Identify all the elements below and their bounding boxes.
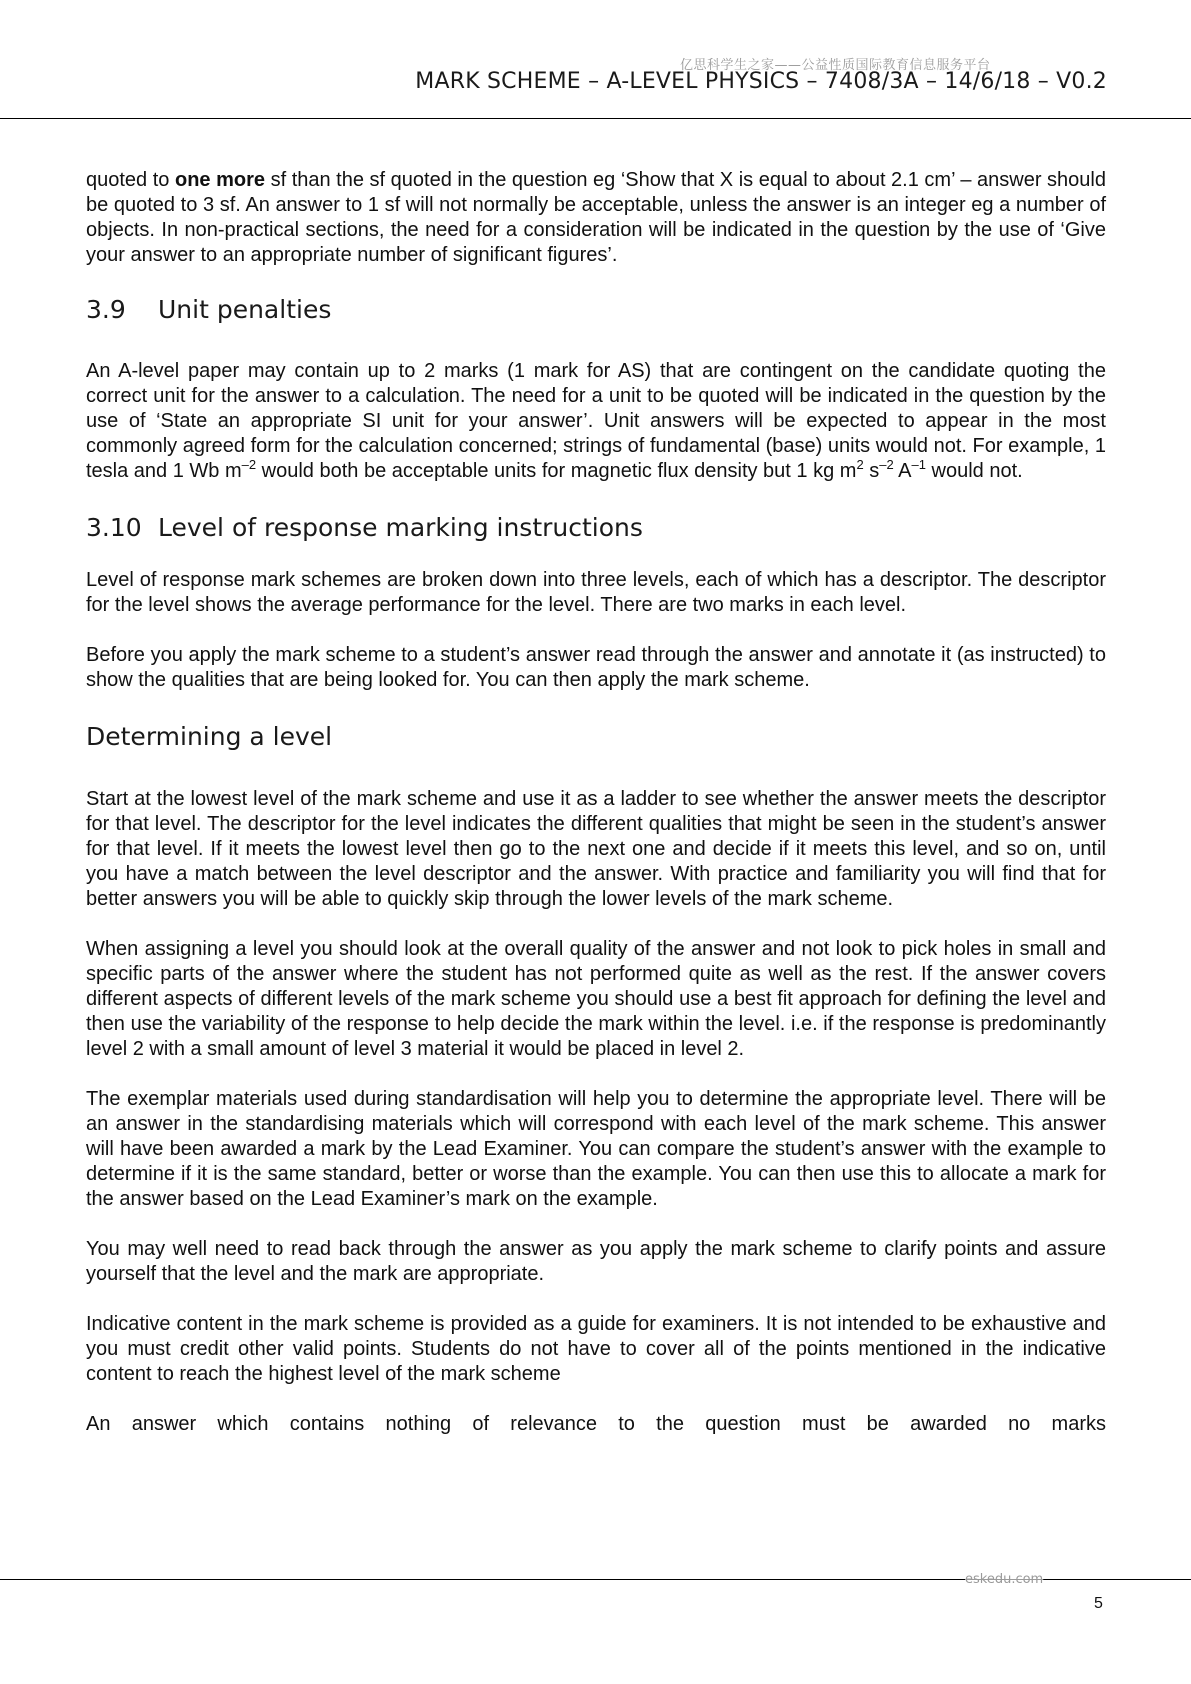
unit-penalties-text-3: s bbox=[863, 460, 880, 482]
section-heading-unit-penalties bbox=[86, 294, 1106, 326]
section-title: Level of response marking instructions bbox=[158, 513, 643, 542]
header-divider bbox=[0, 118, 1191, 119]
superscript: –1 bbox=[911, 457, 926, 472]
level-response-paragraph-1: Level of response mark schemes are broken down into three levels, each of which has a descriptor. The descriptor for the level shows the average performance for the level. There are two marks in each level. bbox=[86, 569, 1106, 616]
determining-paragraph-6: An answer which contains nothing of relevance to the question must be awarded no marks bbox=[86, 1413, 1106, 1435]
determining-paragraph-2: When assigning a level you should look at the overall quality of the answer and not look to pick holes in small and specific parts of the answer where the student has not performed quite as well as the rest. If the answer covers different aspects of different levels of the mark scheme you should use a best fit approach for defining the level and then use the variability of the response to help decide the mark within the level. i.e. if the response is predominantly level 2 with a small amount of level 3 material it would be placed in level 2. bbox=[86, 938, 1106, 1060]
footer-watermark: eskedu.com bbox=[965, 1572, 1044, 1587]
intro-text-end: sf than the sf quoted in the question eg ‘Show that X is equal to about 2.1 cm’ – answer should be quoted to 3 sf. An answer to 1 sf will not normally be acceptable, unless the answer is an integer eg a number of objects. In non-practical sections, the need for a consideration will be indicated in the question by the use of ‘Give your answer to an appropriate number of significant figures’. bbox=[86, 169, 1106, 266]
determining-paragraph-1: Start at the lowest level of the mark scheme and use it as a ladder to see whether the answer meets the descriptor for that level. The descriptor for the level indicates the different qualities that might be seen in the student’s answer for that level. If it meets the lowest level then go to the next one and decide if it meets this level, and so on, until you have a match between the level descriptor and the answer. With practice and familiarity you will find that for better answers you will be able to quickly skip through the lower levels of the mark scheme. bbox=[86, 788, 1106, 910]
intro-text-start: quoted to bbox=[86, 169, 175, 191]
section-number: 3.9 bbox=[86, 295, 126, 324]
page-number: 5 bbox=[1094, 1595, 1103, 1612]
intro-bold-text: one more bbox=[174, 169, 266, 191]
determining-paragraph-4: You may well need to read back through the answer as you apply the mark scheme to clarify points and assure yourself that the level and the mark are appropriate. bbox=[86, 1238, 1106, 1285]
determining-paragraph-3: The exemplar materials used during standardisation will help you to determine the appropriate level. There will be an answer in the standardising materials which will correspond with each level of the mark scheme. This answer will have been awarded a mark by the Lead Examiner. You can compare the student’s answer with the example to determine if it is the same standard, better or worse than the example. You can then use this to allocate a mark for the answer based on the Lead Examiner’s mark on the example. bbox=[86, 1088, 1106, 1210]
level-response-paragraph-2: Before you apply the mark scheme to a student’s answer read through the answer and annotate it (as instructed) to show the qualities that are being looked for. You can then apply the mark scheme. bbox=[86, 644, 1106, 691]
superscript: –2 bbox=[241, 457, 257, 472]
unit-penalties-text-5: would not. bbox=[925, 460, 1023, 482]
unit-penalties-text-1: An A-level paper may contain up to 2 marks (1 mark for AS) that are contingent on the candidate quoting the correct unit for the answer to a calculation. The need for a unit to be quoted will be indicated in the question by the use of ‘State an appropriate SI unit for your answer’. Unit answers will be expected to appear in the most commonly agreed form for the calculation concerned; strings of fundamental (base) units would not. For example, 1 tesla and 1 Wb m bbox=[86, 360, 1106, 482]
section-heading-level-of-response bbox=[86, 512, 1106, 544]
superscript: 2 bbox=[856, 457, 864, 472]
unit-penalties-text-4: A bbox=[893, 460, 912, 482]
determining-paragraph-5: Indicative content in the mark scheme is provided as a guide for examiners. It is not intended to be exhaustive and you must credit other valid points. Students do not have to cover all of the points mentioned in the indicative content to reach the highest level of the mark scheme bbox=[86, 1313, 1106, 1385]
document-body bbox=[86, 168, 1106, 1437]
unit-penalties-text-2: would both be acceptable units for magnetic flux density but 1 kg m bbox=[256, 460, 857, 482]
section-heading-determining-level: Determining a level bbox=[86, 722, 333, 751]
section-number: 3.10 bbox=[86, 513, 142, 542]
superscript: –2 bbox=[879, 457, 894, 472]
intro-paragraph bbox=[86, 168, 1106, 268]
header-watermark: 亿思科学生之家——公益性质国际教育信息服务平台 bbox=[680, 58, 991, 73]
unit-penalties-paragraph bbox=[86, 359, 1106, 484]
section-title: Unit penalties bbox=[158, 295, 332, 324]
page-header-title: MARK SCHEME – A-LEVEL PHYSICS – 7408/3A – 14/6/18 – V0.2 bbox=[415, 69, 1107, 94]
